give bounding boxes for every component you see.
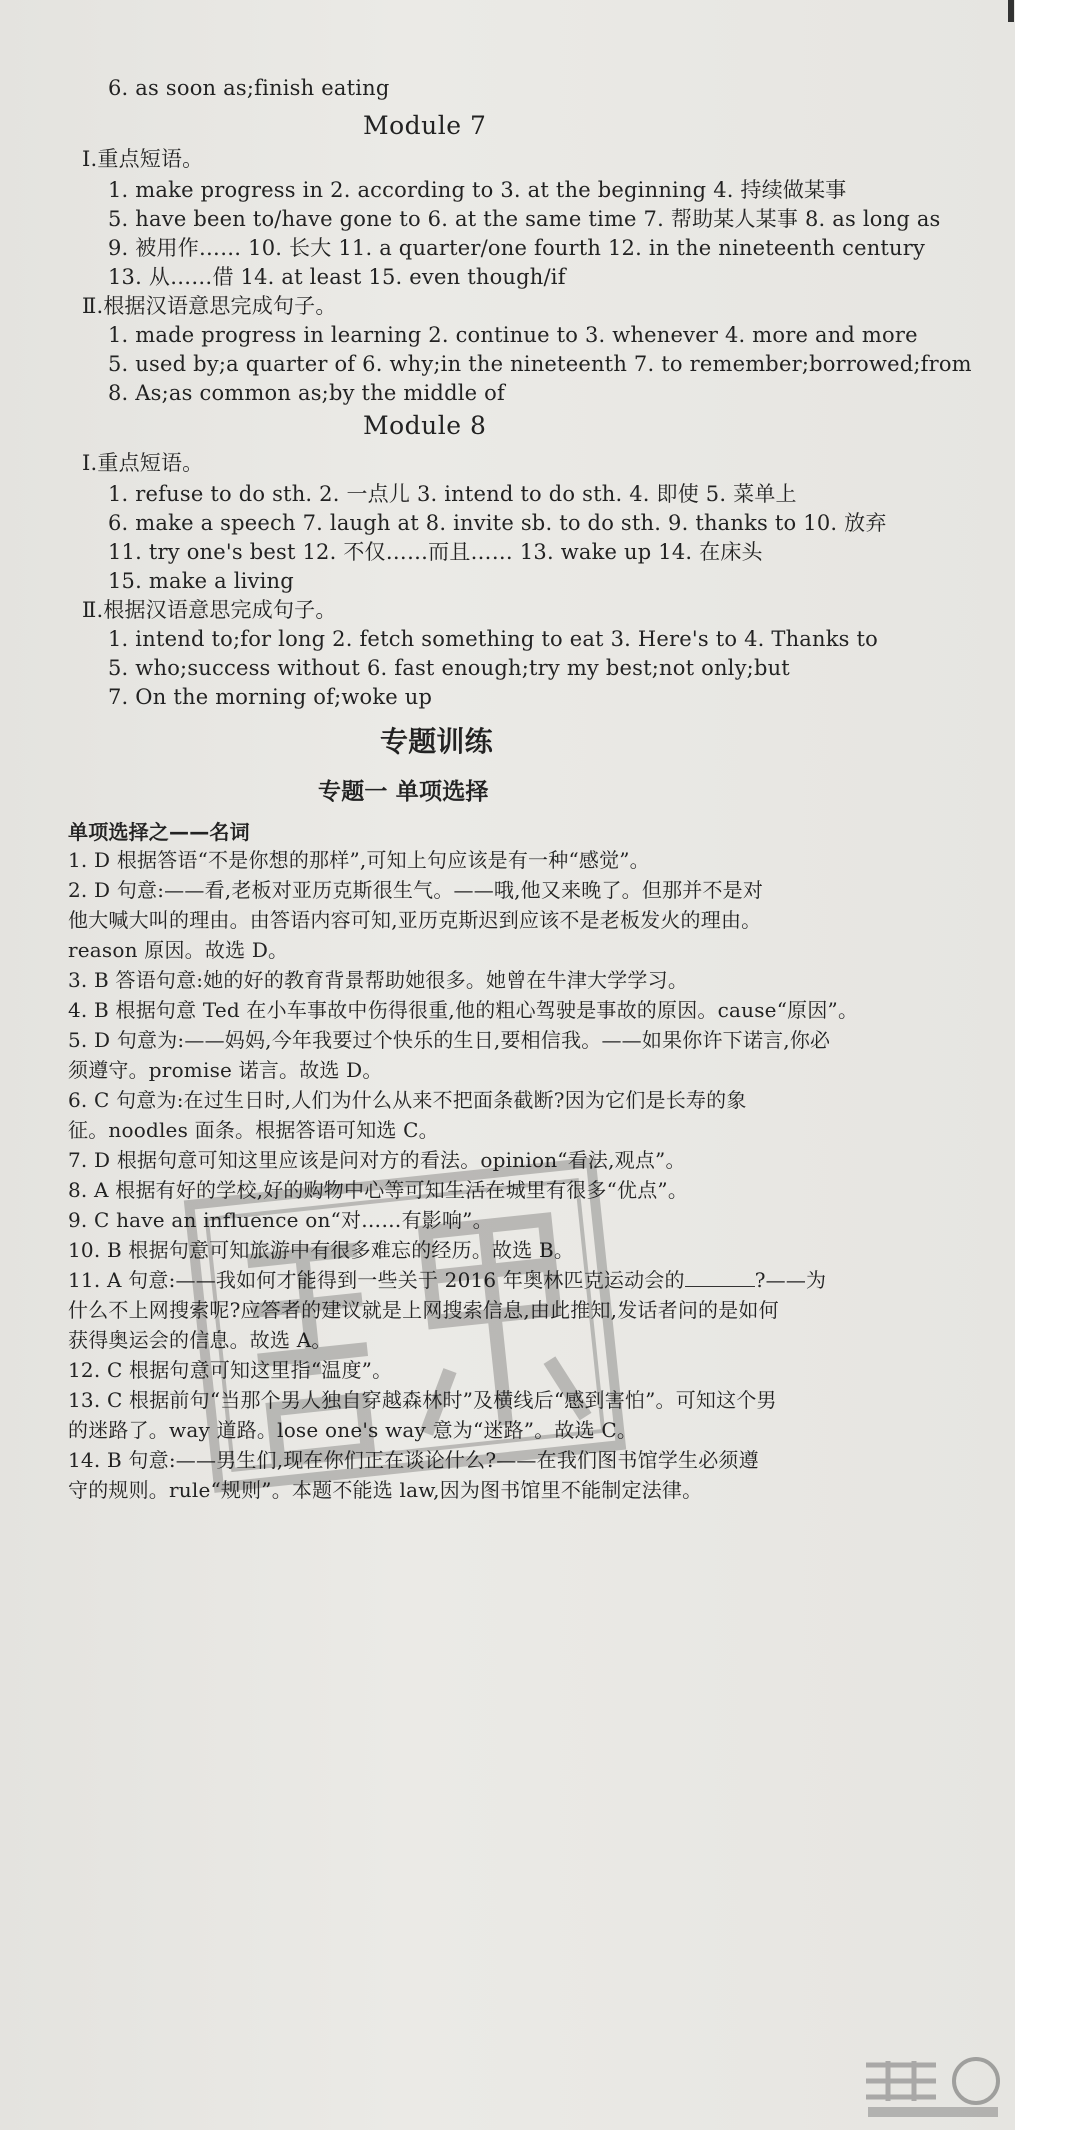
answer-line: 守的规则。rule“规则”。本题不能选 law,因为图书馆里不能制定法律。 — [68, 1478, 703, 1502]
module8-title: Module 8 — [363, 411, 487, 440]
module8-part1-heading: Ⅰ.重点短语。 — [82, 451, 204, 475]
top-line: 6. as soon as;finish eating — [108, 76, 390, 100]
answer-line: 14. B 句意:——男生们,现在你们正在谈论什么?——在我们图书馆学生必须遵 — [68, 1448, 759, 1472]
module8-part2-heading: Ⅱ.根据汉语意思完成句子。 — [82, 598, 337, 622]
answer-line: 1. D 根据答语“不是你想的那样”,可知上句应该是有一种“感觉”。 — [68, 848, 650, 872]
answer-line: 13. C 根据前句“当那个男人独自穿越森林时”及横线后“感到害怕”。可知这个男 — [68, 1388, 777, 1412]
module7-part1-line: 1. make progress in 2. according to 3. at the beginning 4. 持续做某事 — [108, 178, 847, 202]
answer-line: 5. D 句意为:——妈妈,今年我要过个快乐的生日,要相信我。——如果你许下诺言,你必 — [68, 1028, 831, 1052]
edge-mark — [1008, 0, 1014, 22]
answer-line: 他大喊大叫的理由。由答语内容可知,亚历克斯迟到应该不是老板发火的理由。 — [68, 908, 762, 932]
module8-part2-line: 7. On the morning of;woke up — [108, 685, 433, 709]
answer-line: 须遵守。promise 诺言。故选 D。 — [68, 1058, 383, 1082]
module7-part2-heading: Ⅱ.根据汉语意思完成句子。 — [82, 294, 337, 318]
fill-blank — [685, 1266, 755, 1287]
module7-title: Module 7 — [363, 111, 487, 140]
site-logo — [858, 2055, 1008, 2121]
section-heading: 单项选择之——名词 — [68, 820, 250, 844]
answer-line: reason 原因。故选 D。 — [68, 938, 289, 962]
special-title: 专题训练 — [380, 725, 493, 758]
watermark-stamp — [180, 1154, 629, 1496]
answer-line: 3. B 答语句意:她的好的教育背景帮助她很多。她曾在牛津大学学习。 — [68, 968, 689, 992]
module8-part2-line: 5. who;success without 6. fast enough;try my best;not only;but — [108, 656, 790, 680]
module8-part1-line: 1. refuse to do sth. 2. 一点儿 3. intend to do sth. 4. 即使 5. 菜单上 — [108, 482, 797, 506]
answer-tail: ?——为 — [754, 1268, 827, 1292]
module7-part1-line: 9. 被用作…… 10. 长大 11. a quarter/one fourth 12. in the nineteenth century — [108, 236, 926, 260]
module8-part1-line: 6. make a speech 7. laugh at 8. invite sb. to do sth. 9. thanks to 10. 放弃 — [108, 511, 887, 535]
answer-line: 2. D 句意:——看,老板对亚历克斯很生气。——哦,他又来晚了。但那并不是对 — [68, 878, 764, 902]
module7-part2-line: 1. made progress in learning 2. continue to 3. whenever 4. more and more — [108, 323, 918, 347]
answer-line: 什么不上网搜索呢?应答者的建议就是上网搜索信息,由此推知,发话者问的是如何 — [68, 1298, 779, 1322]
module7-part2-line: 8. As;as common as;by the middle of — [108, 381, 505, 405]
module7-part1-line: 13. 从……借 14. at least 15. even though/if — [108, 265, 566, 289]
answer-line: 4. B 根据句意 Ted 在小车事故中伤得很重,他的粗心驾驶是事故的原因。cause“原因”。 — [68, 998, 859, 1022]
answer-line: 获得奥运会的信息。故选 A。 — [68, 1328, 332, 1352]
module7-part1-heading: Ⅰ.重点短语。 — [82, 147, 204, 171]
answer-line: 8. A 根据有好的学校,好的购物中心等可知生活在城里有很多“优点”。 — [68, 1178, 689, 1202]
module8-part2-line: 1. intend to;for long 2. fetch something to eat 3. Here's to 4. Thanks to — [108, 627, 879, 651]
answer-line: 征。noodles 面条。根据答语可知选 C。 — [68, 1118, 439, 1142]
module8-part1-line: 15. make a living — [108, 569, 294, 593]
answer-line: 12. C 根据句意可知这里指“温度”。 — [68, 1358, 393, 1382]
answer-text: 11. A 句意:——我如何才能得到一些关于 2016 年奥林匹克运动会的 — [68, 1268, 685, 1292]
module8-part1-line: 11. try one's best 12. 不仅……而且…… 13. wake up 14. 在床头 — [108, 540, 763, 564]
module7-part1-line: 5. have been to/have gone to 6. at the same time 7. 帮助某人某事 8. as long as — [108, 207, 941, 231]
answer-line: 的迷路了。way 道路。lose one's way 意为“迷路”。故选 C。 — [68, 1418, 638, 1442]
answer-line: 9. C have an influence on“对……有影响”。 — [68, 1208, 493, 1232]
module7-part2-line: 5. used by;a quarter of 6. why;in the nineteenth 7. to remember;borrowed;from — [108, 352, 972, 376]
answer-line: 7. D 根据句意可知这里应该是问对方的看法。opinion“看法,观点”。 — [68, 1148, 686, 1172]
answer-line: 6. C 句意为:在过生日时,人们为什么从来不把面条截断?因为它们是长寿的象 — [68, 1088, 747, 1112]
answer-line: 10. B 根据句意可知旅游中有很多难忘的经历。故选 B。 — [68, 1238, 575, 1262]
topic-title: 专题一 单项选择 — [318, 779, 489, 805]
page-margin — [1015, 0, 1080, 2130]
